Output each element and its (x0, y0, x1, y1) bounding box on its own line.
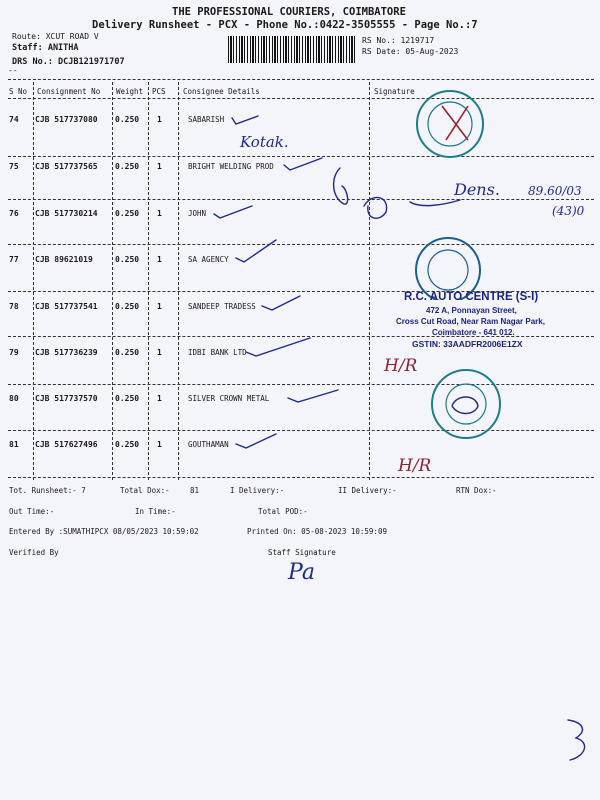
tick-mark (232, 116, 258, 124)
rc-stamp-address-2: Cross Cut Road, Near Ram Nagar Park, (396, 317, 545, 326)
rs-date: RS Date: 05-Aug-2023 (362, 47, 459, 56)
rc-stamp-address-1: 472 A, Ponnayan Street, (426, 306, 517, 315)
row-consignment: CJB 517737080 (35, 115, 98, 124)
total-pod: Total POD:- (258, 507, 308, 516)
row-consignment: CJB 517737565 (35, 162, 98, 171)
row-pcs: 1 (157, 440, 162, 449)
row-pcs: 1 (157, 209, 162, 218)
handwritten-phone-b: (43)0 (552, 204, 585, 218)
corner-mark-text (570, 724, 571, 725)
ii-delivery: II Delivery:- (338, 486, 397, 495)
row-consignment: CJB 89621019 (35, 255, 93, 264)
row-consignee: SABARISH (188, 115, 225, 124)
col-consignment: Consignment No (37, 87, 101, 96)
handwritten-dens: Dens. (454, 180, 500, 199)
tick-mark (236, 434, 276, 448)
row-consignee: GOUTHAMAN (188, 440, 229, 449)
corner-mark (568, 720, 585, 760)
col-consignee: Consignee Details (183, 87, 260, 96)
row-consignee: SILVER CROWN METAL (188, 394, 270, 403)
tick-mark (288, 390, 338, 402)
row-consignee: BRIGHT WELDING PROD (188, 162, 274, 171)
col-pcs: PCS (152, 87, 166, 96)
col-sno: S No (9, 87, 28, 96)
rtn-dox: RTN Dox:- (456, 486, 497, 495)
handwritten-kotak: Kotak. (240, 133, 289, 151)
scribble-signature (410, 200, 460, 206)
rs-number: RS No.: 1219717 (362, 36, 435, 45)
row-weight: 0.250 (115, 209, 140, 218)
row-consignment: CJB 517737570 (35, 394, 98, 403)
out-time: Out Time:- (9, 507, 55, 516)
row-weight: 0.250 (115, 348, 140, 357)
printed-on: Printed On: 05-08-2023 10:59:09 (247, 527, 387, 536)
row-sno: 74 (9, 115, 19, 124)
verified-by: Verified By (9, 548, 59, 557)
row-sno: 79 (9, 348, 19, 357)
in-time: In Time:- (135, 507, 176, 516)
row-consignment: CJB 517730214 (35, 209, 98, 218)
tick-mark (284, 158, 322, 170)
handwritten-phone-a: 89.60/03 (528, 184, 582, 198)
entered-by: Entered By :SUMATHIPCX 08/05/2023 10:59:02 (9, 527, 199, 536)
tick-mark (214, 206, 252, 218)
total-dox-value: 81 (190, 486, 200, 495)
scribble-signature (364, 197, 387, 218)
tot-runsheet: Tot. Runsheet:- 7 (9, 486, 86, 495)
row-weight: 0.250 (115, 440, 140, 449)
company-name: THE PROFESSIONAL COURIERS, COIMBATORE (172, 6, 406, 18)
tick-mark (262, 296, 300, 310)
row-pcs: 1 (157, 302, 162, 311)
row-weight: 0.250 (115, 115, 140, 124)
tick-mark (236, 240, 276, 262)
row-weight: 0.250 (115, 162, 140, 171)
staff-signature-label: Staff Signature (268, 548, 336, 557)
row-sno: 75 (9, 162, 19, 171)
row-weight: 0.250 (115, 394, 140, 403)
header-divider-mark: -- (8, 66, 18, 75)
row-pcs: 1 (157, 394, 162, 403)
staff-label: Staff: ANITHA (12, 43, 79, 53)
row-sno: 76 (9, 209, 19, 218)
row-consignee: IDBI BANK LTD (188, 348, 247, 357)
row-consignee: SANDEEP TRADESS (188, 302, 256, 311)
rc-stamp-address-3: Coimbatore - 641 012. (432, 328, 515, 337)
kotak-bank-stamp (412, 82, 508, 166)
rc-stamp-name: R.C. AUTO CENTRE (S-I) (404, 291, 539, 303)
tick-mark (246, 338, 310, 356)
handwritten-hr: H/R (398, 456, 432, 476)
row-sno: 77 (9, 255, 19, 264)
row-consignee: JOHN (188, 209, 207, 218)
col-signature: Signature (374, 87, 415, 96)
route-label: Route: XCUT ROAD V (12, 32, 99, 41)
row-consignment: CJB 517737541 (35, 302, 98, 311)
staff-signature: Pa (288, 560, 315, 585)
row-consignment: CJB 517736239 (35, 348, 98, 357)
i-delivery: I Delivery:- (230, 486, 285, 495)
row-consignment: CJB 517627496 (35, 440, 98, 449)
col-weight: Weight (116, 87, 144, 96)
row-pcs: 1 (157, 162, 162, 171)
agency-stamp (400, 230, 490, 300)
row-sno: 80 (9, 394, 19, 403)
row-weight: 0.250 (115, 302, 140, 311)
runsheet-title: Delivery Runsheet - PCX - Phone No.:0422-3505555 - Page No.:7 (92, 19, 478, 31)
handwritten-hr: H/R (384, 356, 418, 376)
silver-crown-stamp (428, 366, 504, 442)
scribble-signature (334, 168, 348, 204)
row-consignee: SA AGENCY (188, 255, 229, 264)
row-pcs: 1 (157, 348, 162, 357)
row-sno: 81 (9, 440, 19, 449)
drs-number: DRS No.: DCJB121971707 (12, 57, 125, 67)
row-weight: 0.250 (115, 255, 140, 264)
row-pcs: 1 (157, 255, 162, 264)
row-pcs: 1 (157, 115, 162, 124)
rc-stamp-gstin: GSTIN: 33AADFR2006E1ZX (412, 339, 523, 349)
total-dox-label: Total Dox:- (120, 486, 170, 495)
row-sno: 78 (9, 302, 19, 311)
